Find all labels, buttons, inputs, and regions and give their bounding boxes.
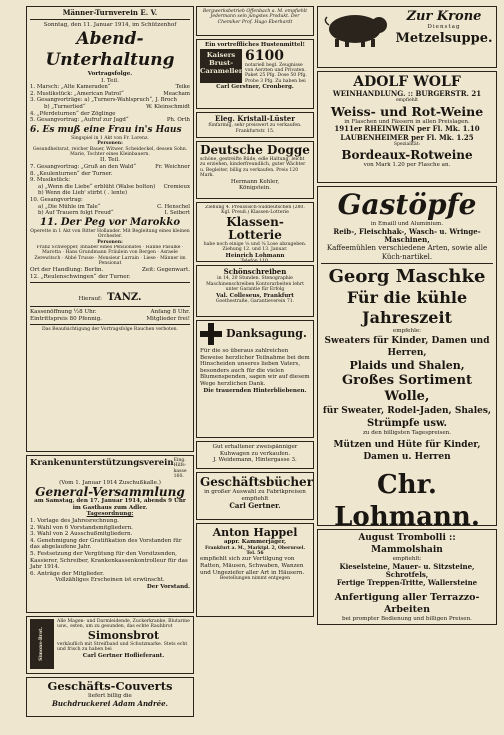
- dogge-text: schöne, gestreifte Rüde, edle Haltung, leicht zu erziehen, kinderfreundlich, guter Wächter u. Begleiter, billig zu verkaufen. Preis 120 Mark.: [200, 157, 306, 179]
- schule-name: Val. Colleseus, Frankfurt: [216, 292, 294, 299]
- couverts-title: Geschäfts-Couverts: [47, 679, 173, 693]
- tagesordnung-label: Tagesordnung:: [86, 511, 134, 518]
- list-item: Plaids und Shalen,: [349, 358, 465, 372]
- danksagung-title: Danksagung.: [226, 327, 307, 340]
- list-item: 5. Festsetzung der Vergütung für den Vorsitzenden, Kassierer, Schreiber, Krankenkassenkontrolleur für das Jahr 1914.: [30, 550, 188, 571]
- list-item: b) Auf Trauern folgt Freud“ I. Seibert: [38, 210, 190, 217]
- bergbau-ad: [196, 6, 314, 36]
- personen-text: Gesundheitsrat, reicher Bauer, Witwer. Scheideckel, dessen Sohn. Marie, Tochter eines Kleinbauern.: [32, 146, 188, 157]
- simonsbrot-name: Simonsbrot: [87, 628, 160, 642]
- wolf-addr: WEINHANDLUNG. :: BURGERSTR. 21: [332, 89, 482, 98]
- dogge-title: Deutsche Dogge: [200, 143, 310, 157]
- program-subtitle: Vortragsfolge.: [87, 71, 133, 77]
- simonsbrot-ad: [26, 616, 194, 674]
- event-headline: Abend-Unterhaltung: [45, 29, 175, 70]
- list-item: 2. Mustikstück: „American Patrol“ Meacham: [30, 90, 190, 97]
- dogge-ad: [196, 141, 314, 199]
- list-item: 1. Marsch: „Alte Kameraden“ Teike: [30, 84, 190, 91]
- trombolli-line: Anfertigung aller Terrazzo-Arbeiten: [334, 591, 480, 615]
- trombolli-ad: [317, 529, 497, 625]
- gastoepfe-line2: Reib-, Fleischhak-, Wasch- u. Wringe-Maschinen,: [333, 226, 481, 244]
- list-item: Großes Sortiment Wolle,: [342, 372, 472, 404]
- event-date: Sonntag, den 11. Januar 1914, im Schützenhof: [43, 22, 177, 29]
- lotterie-seller: Heinrich Lohmann: [225, 252, 285, 259]
- gastoepfe-line1: in Emaill und Aluminium.: [370, 221, 444, 227]
- schule-title: Schönschreiben: [223, 267, 287, 276]
- wolf-tel: empfiehlt: [395, 98, 419, 104]
- trombolli-title: August Trombolli :: Mammolshain: [358, 533, 456, 555]
- ort-zeit: Ort der Handlung: Berlin. Zeit: Gegenwart.: [30, 266, 190, 273]
- point-list: [30, 518, 190, 577]
- couverts-ad: [26, 677, 194, 717]
- zurkrone-title: Zur Krone: [406, 9, 482, 24]
- lotterie-head: Ziehung 4. Preussisch-Süddeutschen (280. Kgl. Preuß.) Klassen-Lotterie: [205, 205, 305, 216]
- geschaeftsbuecher-title: Geschäftsbücher: [200, 475, 314, 489]
- pig-icon: [321, 9, 391, 49]
- wagen-addr: J. Weidemann, Hintergasse 3.: [213, 457, 297, 464]
- schule-ad: [196, 265, 314, 317]
- simonsbrot-text2: verkäuflich mit Streifband und Schutzmarke. Stets echt und frisch zu haben bei: [57, 641, 188, 653]
- personen2-label: Personen:: [97, 239, 123, 245]
- list-item: zu den billigsten Tagespreisen.: [362, 429, 452, 436]
- list-item: Sweaters für Kinder, Damen und Herren,: [324, 335, 490, 358]
- couverts-printer: Buchdruckerei Adam Andrée.: [52, 698, 168, 708]
- gastoepfe-title: Gastöpfe: [337, 188, 477, 221]
- turnverein-ad: [26, 6, 194, 452]
- kaisers-count: 6100: [245, 47, 284, 64]
- wagen-text: Gut erhaltener zweispänniger Kuhwagen zu verkaufen.: [212, 444, 298, 457]
- dogge-owner: Hermann Kehler,: [230, 178, 280, 185]
- wolf-bprice: von Mark 1.20 per Flasche an.: [363, 161, 451, 168]
- danksagung-sign: Die trauernden Hinterbliebenen.: [203, 387, 307, 394]
- part-one: I. Teil.: [101, 77, 119, 84]
- geschaeftsbuecher-ad: [196, 472, 314, 520]
- list-item: 3. Wahl von 2 Ausschußmitgliedern.: [30, 531, 133, 538]
- kaisers-dealer: Carl Gerstner, Cronberg.: [216, 84, 294, 91]
- operette-sub: Operette in 1 Akt von Ritter Hollander. Mit Begleitung eines kleinen Orchester.: [30, 228, 190, 240]
- happel-tail: Bestellungen nimmt entgegen: [219, 576, 291, 582]
- personen-label: Personen:: [97, 141, 123, 147]
- wolf-spec: Spezialität:: [393, 142, 421, 148]
- verboten-note: Das Beaufsichtigung der Vortragsfolge Rauchen verboten.: [41, 327, 179, 333]
- kalt-title: Für die kühle Jahreszeit: [346, 288, 468, 328]
- gastoepfe-line3: Kaffeemühlen verschiedene Arten, sowie alle Küch-nartikel.: [326, 244, 488, 261]
- lohmann-name: Chr. Lohmann.: [334, 470, 480, 533]
- trombolli-items: Kieselsteine, Mauer- u. Sitzsteine, Schrotfels,: [339, 561, 475, 579]
- vorstand-sign: Der Vorstand.: [146, 583, 190, 590]
- maschke-name: Georg Maschke: [328, 266, 486, 288]
- schule-addr: Goethestraße, Garantieverein 71.: [215, 299, 295, 305]
- wagen-ad: [196, 441, 314, 469]
- empf-label: empfehle:: [392, 328, 422, 335]
- trombolli-line2: bei prompter Bedienung und billigen Preisen.: [342, 615, 472, 622]
- list-item: b) Wenn die Lieb' stirbt ( . lente): [38, 190, 128, 197]
- trombolli-items2: Fertige Treppen-Tritte, Wallersteine: [336, 578, 478, 588]
- item-12: 12. „Reulenschwingen“ der Turner.: [30, 273, 131, 280]
- list-item: 1. Vorlage des Jahresrechnung.: [30, 518, 119, 524]
- happel-sub: appr. Kammerjäger,: [223, 539, 287, 545]
- simonsbrot-dealer: Carl Gertner Hoflieferant.: [82, 652, 165, 659]
- list-item: 4. Genehmigung der Gratifikation des Vorstanden für das abgelaufene Jahr.: [30, 537, 182, 551]
- wolf-sub: in Flaschen und Fässern in allen Preislagen.: [344, 118, 470, 125]
- gv-title: General-Versammlung: [35, 485, 185, 500]
- zurkrone-ad: [317, 6, 497, 68]
- personen2-text: Franz Schwepper, Inhaber eines Pensionates · Hanne Pasulke · Marotta · Hans Grundmann Fräulein von Bergen · Asraele Zerewitsch · Abbé Trusse · Monsieur Larrain · Liese · Männer im Pensionat: [34, 244, 186, 267]
- lohmann-ad: [317, 186, 497, 533]
- turnverein-title: Männer-Turnverein E. V.: [62, 8, 158, 17]
- kaisers-text: notariell begl. Zeugnisse von Aerzten und Privaten. Paket 25 Pfg. Dose 50 Pfg. Probe 3 Pfg. Zu haben bei: [245, 62, 307, 84]
- simonsbrot-text1: Alle Magen- und Darmleidende, Zuckerkranke, Blutarme usw., esten, um zu gesunden, das echte Rauhbrot: [57, 619, 190, 630]
- tanz-line: Hierauf: TANZ.: [78, 292, 142, 304]
- lotterie-tel: Telefon 110.: [240, 259, 270, 265]
- happel-ad: [196, 523, 314, 617]
- eintritt-line: Eintrittspreis 80 Pfennig. Mitglieder frei!: [30, 315, 190, 322]
- list-item: 2. Wahl von 6 Vorstandsmitgliedern.: [30, 524, 133, 531]
- geschaeftsbuecher-owner: Carl Gertner.: [229, 501, 281, 511]
- lotterie-ad: [196, 202, 314, 265]
- wolf-wine-2: LAUBENHEIMER per Fl. Mk. 1.25: [340, 132, 474, 142]
- krankenkasse-title: Krankenunterstützungsverein: [30, 458, 174, 468]
- column-middle: [196, 6, 314, 620]
- kristall-ad: [196, 112, 314, 138]
- wolf-wine-1: 1911er RHEINWEIN per Fl. Mk. 1.10: [334, 124, 480, 134]
- list-item: 6. Anträge der Mitglieder.: [30, 570, 104, 577]
- danksagung-ad: [196, 320, 314, 438]
- bread-icon: Simons-Brot.: [30, 619, 54, 669]
- happel-name: Anton Happel: [212, 526, 298, 539]
- happel-text: empfiehlt sich zur Vertilgung von Ratten, Mäusen, Schwaben, Wanzen und Ungeziefer aller Art in Häusern.: [200, 556, 305, 576]
- schwank-sub: Singspiel in 1 Akt von Fr. Lorenz.: [71, 135, 149, 141]
- column-left: [26, 6, 194, 720]
- list-item: 10. Gesangvortrag:: [30, 196, 83, 203]
- gv-date: am Samstag, den 17. Januar 1914, abends 9 Uhr im Gasthaus zum Adler.: [34, 498, 186, 511]
- program-list-2: [30, 164, 190, 217]
- list-item: 5. Gesangvortrag: „Aufruf zur Jagd“ Ph. Orth: [30, 117, 190, 124]
- wolf-wines: Weiss- und Rot-Weine: [330, 103, 484, 119]
- lotterie-title: Klassen-Lotterie: [226, 215, 284, 242]
- schule-text: in 14, 20 Stunden. Stenographie Maschinenschreiben Kontorarbeiten lehrt unter Garantie für Erfolg: [206, 276, 304, 293]
- list-item: a) „Die Mühle im Tale“ C. Henschel: [38, 203, 190, 210]
- cross-icon: [200, 323, 222, 345]
- part-two: II. Teil.: [100, 157, 120, 164]
- bitte-note: Vollzähliges Erscheinen ist erwünscht.: [55, 577, 165, 584]
- lotterie-text: habe noch einige ⅛ und ¼ Lose abzugeben. Ziehung 12. und 13. Januar.: [203, 242, 307, 253]
- list-item: 9. Musikstück:: [30, 177, 71, 184]
- kaisers-head: Ein vortreffliches Hustenmittel!: [205, 42, 305, 48]
- dogge-addr: Königstein.: [239, 185, 271, 192]
- happel-addr: Frankfurt a. M., Marktpl. 2, Oberursel. Tel. 56: [204, 545, 306, 556]
- list-item: b) „Turnerlied“ W. Kleinschmidt: [44, 103, 190, 110]
- wolf-bordeaux: Bordeaux-Rotweine: [341, 147, 473, 162]
- krankenkasse-ad: [26, 455, 194, 613]
- trombolli-empf: empfiehlt:: [392, 556, 422, 562]
- bergbau-text: Bergwerksbetrieb Offenbach a. M. empfiehlt Jedermann sein jüngstes Produkt. Der Chemiker Prof. Hugo Eberhardt: [202, 9, 308, 25]
- wolf-ad: [317, 71, 497, 183]
- geschaeftsbuecher-text: in großer Auswahl zu Fabrikpreisen empfiehlt: [204, 489, 306, 502]
- kaisers-ad: [196, 39, 314, 109]
- wolf-name: ADOLF WOLF: [353, 74, 461, 90]
- list-item: Mützen und Hüte für Kinder, Damen u. Herren: [333, 440, 481, 463]
- list-item: Strümpfe usw.: [366, 417, 448, 429]
- krankenkasse-sub: Eing. Hilfs-kasse 160.: [173, 458, 187, 480]
- kristall-text: fünfarmig, sehr preiswert zu verkaufen. Frankfurtstr. 15.: [208, 123, 302, 134]
- list-item: 8. „Keulenturnen“ der Turner.: [30, 170, 113, 177]
- zurkrone-day: Dienstag: [427, 24, 461, 30]
- zurkrone-offer: Metzelsuppe.: [395, 30, 493, 46]
- kristall-title: Eleg. Kristall-Lüster: [215, 114, 295, 123]
- operette-title: 11. Der Peg vor Marokko: [40, 216, 180, 228]
- list-item: a) „Wenn die Liebe“ erblüht (Walse bolton) Cremieux: [38, 183, 190, 190]
- kasse-line: Kassenöffnung ½8 Uhr. Anfang 8 Uhr.: [30, 309, 190, 316]
- program-list-1: [30, 84, 190, 124]
- kaisers-brand: Kaisers Brust-Caramellen: [200, 49, 242, 83]
- schwank-title: 6. Es muß eine Frau in's Haus: [30, 124, 182, 135]
- krankenkasse-since: (Vom 1. Januar 1914 Zuschußkalle.): [59, 479, 161, 486]
- column-right: [317, 6, 497, 628]
- list-item: 4. „Pferdeturnen“ der Zöglinge: [30, 110, 116, 117]
- couverts-line: liefert billig die: [88, 693, 132, 699]
- list-item: 3. Gesangvorträge: a) „Turners-Wahlspruch“, J. Broch: [30, 97, 177, 104]
- list-item: für Sweater, Rodel-Jaden, Shales,: [322, 405, 492, 416]
- list-item: 7. Gesangvortrag: „Gruß an den Wald“ Fr. Weichner: [30, 163, 190, 170]
- danksagung-text: Für die so überaus zahlreichen Beweise herzlicher Teilnahme bei dem Hinscheiden unseres lieben Vaters, besonders auch für die vielen Blumenspenden, sagen wir auf diesem Wege herzlichen Dank.: [200, 348, 310, 387]
